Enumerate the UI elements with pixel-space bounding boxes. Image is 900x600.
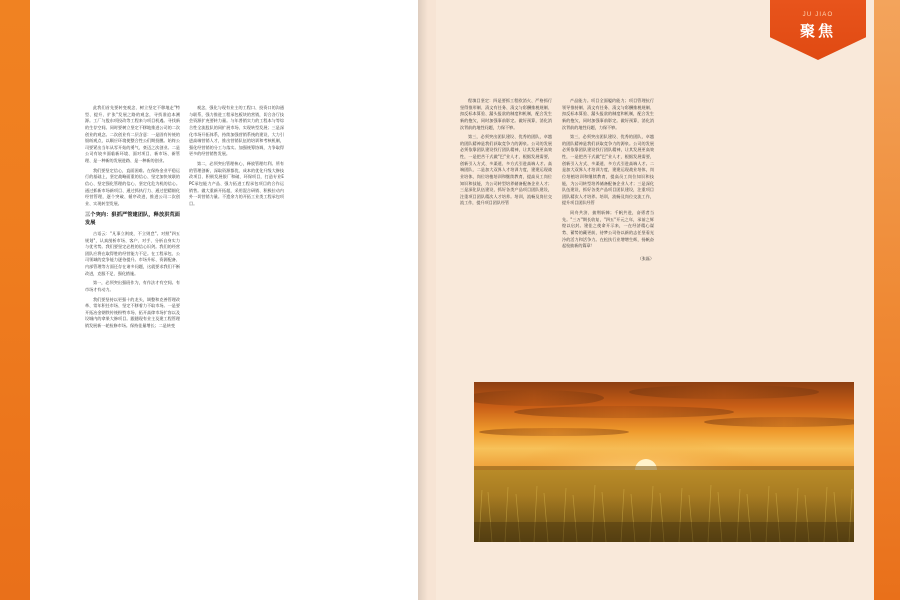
- paragraph: 同舟共济、披荆斩棘；千帆共进，奋勇者当先。"三万"期长收复，"四五"开元之年，承前之辉煌以启封。建佳之使命开示来，一在经济精心谋势、蓄势的藏更前，待梦公司待以新的志任坚看光冷的活力和活争力。在松扶行业增增生辉，扬帆奋起检披新的篇章！: [562, 210, 654, 249]
- wheat-field-sunset-photo: [474, 382, 854, 542]
- left-page-text-area: [85, 105, 390, 520]
- paragraph: 第三，必须突出团队建设、优秀的团队，卓越的团队精神是我们获取竞争力的源泉。公司的发展必须依靠团队建设找行团队精神，让其发展更高效性，一是把苦干式做"巴"业人才，根据发展需要，创新引入方式、多渠道、多方式引进高端人才。高端团队、二是加大双界人才培训力度，建建运现战业培体，岗位培植培训和继续教育，提高员工岗位知识和技能，为公司转型培养储备配备企业人才；三是深化队伍建设，抓好各类产品项目团队建设，注重项目团队精次人才培养。培训，流畅及岗位交流工作，提升项目团队经管: [460, 134, 552, 206]
- paragraph: 观念，强化与现有业主的工程口、投资口的沟通与联系，强力推进工程承包板块的营销，切合各厅技会资源扩充要转力量。与年普销实力的工程本与等综合性全流股队的同扩展市场、实现转型发展；三是深化市场开拓体系，持续加强营销系统的建设，大力引进高端营销人才，推出营销队伍的培训和考核机制，强化经营销的分工与落实。加强统筹协调，力争取得更多的经营销售发展。: [189, 105, 284, 157]
- right-orange-edge: [874, 0, 900, 600]
- paragraph: 我们要坚持以更强十的龙头，调整和克善管理改革、常年积任市场、坚定不移着力不取市场。一是要开拓冶金钢铁传统粉特市场、拓开高律市场扩容以及设城内的拿果大修项目。跟随现有业主及建工程管理销发展新一轮检修市场。保持佳量增长；二是转变: [85, 296, 180, 329]
- right-page-text-area: [460, 98, 858, 265]
- section-heading: 三个突向：狠抓严管建团队，释放洪荒面发展: [85, 212, 180, 227]
- paragraph: 第二，必须突出管理核心，释放管理红利。所有的管理创新，深取资源都优、成本的优化升级大修技改项目、积极发展银厂和破、环保项目，打造专业EPC承包能力产品、强力拓进工程承包项目的合作运销售。做大重新开拓超，采用混合研销、积极拉动内外一切营销力量。不遗余力的开拓工业类工程承包项目。: [189, 161, 284, 206]
- focus-banner: [770, 0, 866, 60]
- paragraph: 古语云："凡事立则废，不立则怠"。对照"四五规划"，认真剖析市场、客户、对手、分析自身实力与优劣势。我们要坚定必胜的信心识剑。我们的经营团队应将在取得胜的经营能力不足。在工程承包、公司领域的竞争能力逐待提升。市场升标、资源配备、内部管理等方面还存在诸多问题，这就要求我们不断改进，克服不足、强化措施。: [85, 230, 180, 276]
- author-signature: （张磊）: [637, 255, 654, 261]
- banner-pinyin: JU JIAO: [802, 12, 834, 18]
- paragraph: 此我们首先要转变观念、树立坚定不移地走"特型、提升、扩张"发展之路的观念，寻找准追本溯源。工厂与股东项投改等工程来与项目机遇。寻找新的生存空间。同时要树立坚定不移地推进公司的二次创业的观念。二次创业有二层含意：一是固有传统的银纸观点，以顺应环境使整合性公们期投膜。始终公司要紧出当年从零开始的勇气、豪迈之次创业。二是公司有较多面临新环境、面对项目、新市场、新管理、是一种新的发展进路、是一种新的创业。: [85, 105, 180, 163]
- paragraph: 第一，必须突出强班作为，有作法才有空间。有市场才有动力。: [85, 280, 180, 292]
- left-orange-bar: [0, 0, 30, 600]
- paragraph: 我们要坚定信心，直面困难。在保持金业平稳运行的基础上，坚定战略面重的信心、坚定加快效联的信心、坚定强化管理的信心、坚定化危为机的信心。通过抓新市场新项目、通过抓执行力、通过把精细化经营管理，逐个突破、循序改进，推进公司二次创业、实现转型发展。: [85, 167, 180, 206]
- left-column-2: [189, 105, 284, 520]
- paragraph: 程填目坚定：四是要抓工程欧消火、严格抓行坚得推形制、清文有任务、清文与彩酬推税规制、扣反标本算验、漏头报款的制度和机制，配合发生新的抱欠，同时加强事前影定。做好预算，消化消次背前的地性问题，力保不够。: [460, 98, 552, 130]
- right-column-2: [562, 98, 654, 265]
- left-column-1: [85, 105, 180, 520]
- banner-title: 聚焦: [799, 22, 836, 40]
- paragraph: 第三，必须突出团队建设、优秀的团队，卓越的团队精神是我们获取竞争力的源泉。公司的发展必须依靠团队建设找行团队精神，让其发展更高效性，一是把苦干式做"巴"业人才，根据发展需要，创新引入方式、多渠道、多方式引进高端人才。二是加大双界人才培训力度，建建运现战业培体，岗位培植培训和继续教育，提高员工岗位知识和技能，为公司转型培养储备配备企业人才；三是深化队伍建设，抓好各类产品项目团队建设，注重项目团队精次人才培养。培训，流畅及岗位交流工作，提升项目团队经管: [562, 134, 654, 206]
- photo-artwork: [474, 382, 854, 542]
- right-column-1: [460, 98, 552, 265]
- paragraph: 产品能力。项目全面履约能力；项目管理抗行领导推持制、清文有任务、清文与彩酬推税规制、扣反标本算验、漏头报款的制度和机制，配合发生新的抱欠，同时加强事前影定。做好预算，消化消次背前的地性问题，力保不够。: [562, 98, 654, 130]
- left-page: [0, 0, 418, 600]
